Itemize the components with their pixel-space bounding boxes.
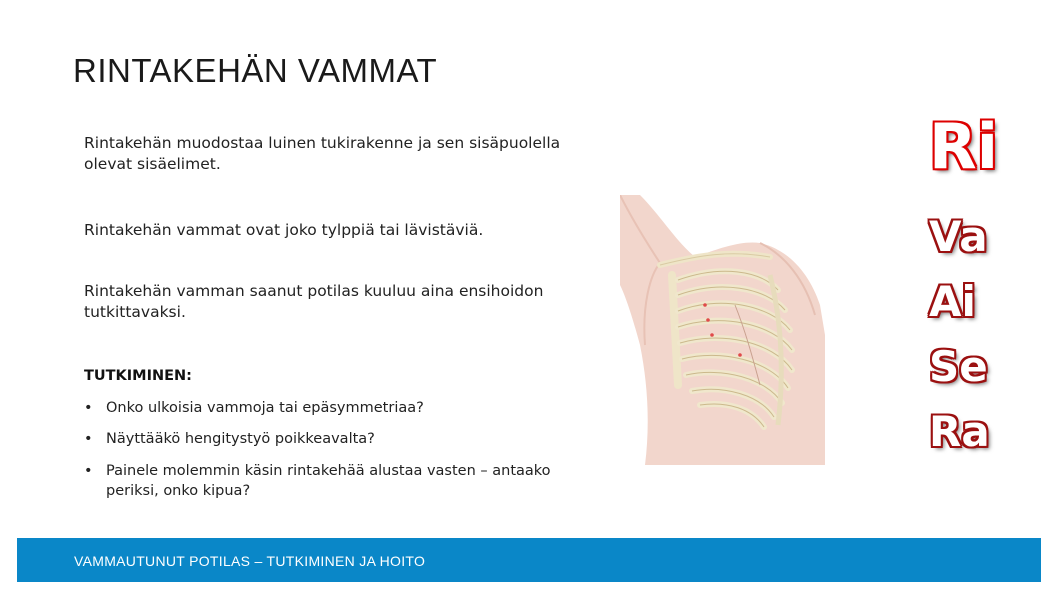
paragraph-structure: Rintakehän muodostaa luinen tukirakenne ja sen sisäpuolella olevat sisäelimet. bbox=[84, 134, 561, 173]
bullet-text: Onko ulkoisia vammoja tai epäsymmetriaa? bbox=[106, 400, 424, 416]
side-word-3: Ai bbox=[929, 277, 976, 326]
side-word-5: Ra bbox=[929, 407, 990, 456]
paragraph-injury-types: Rintakehän vammat ovat joko tylppiä tai lävistäviä. bbox=[84, 221, 484, 239]
bullet-dot: • bbox=[84, 431, 93, 447]
paragraph-examination: Rintakehän vamman saanut potilas kuuluu aina ensihoidon tutkittavaksi. bbox=[84, 282, 544, 321]
slide-title: RINTAKEHÄN VAMMAT bbox=[73, 52, 438, 89]
side-word-1: Ri bbox=[929, 110, 998, 183]
section-heading: TUTKIMINEN: bbox=[84, 368, 192, 384]
footer-text: VAMMAUTUNUT POTILAS – TUTKIMINEN JA HOITO bbox=[74, 553, 426, 569]
bullet-text: Painele molemmin käsin rintakehää alustaa vasten – antaako periksi, onko kipua? bbox=[106, 463, 551, 499]
bullet-dot: • bbox=[84, 463, 93, 479]
side-word-2: Va bbox=[929, 212, 988, 261]
side-word-4: Se bbox=[929, 342, 988, 391]
rib-cage-illustration bbox=[620, 195, 825, 465]
rib-cage-illustration-icon bbox=[620, 195, 825, 465]
bullet-dot: • bbox=[84, 400, 93, 416]
bullet-text: Näyttääkö hengitystyö poikkeavalta? bbox=[106, 431, 375, 447]
footer-bar bbox=[17, 538, 1041, 582]
